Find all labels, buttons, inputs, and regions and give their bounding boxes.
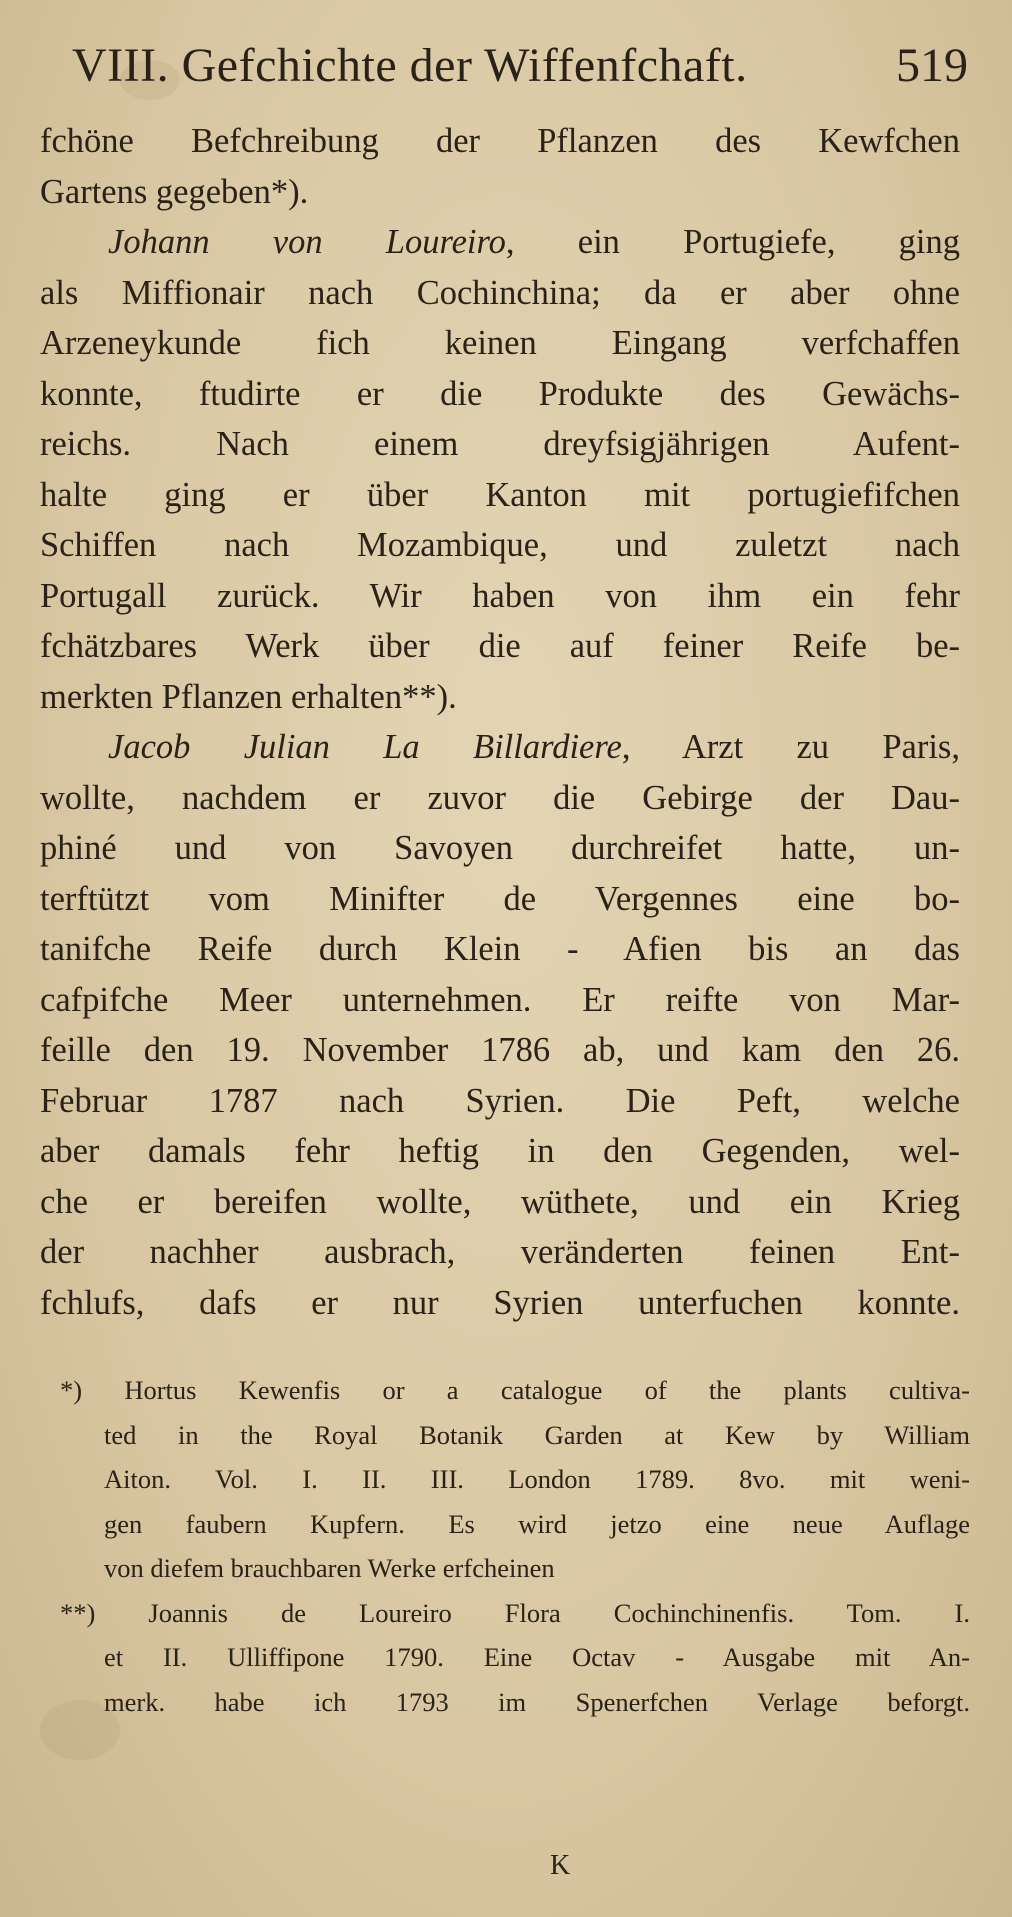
text-line: wollte, nachdem er zuvor die Gebirge der Dau- <box>40 778 960 817</box>
text-line: fchlufs, dafs er nur Syrien unterfuchen konnte. <box>40 1283 960 1322</box>
footnote-line: von diefem brauchbaren Werke erfcheinen <box>104 1553 555 1583</box>
text-line: fchöne Befchreibung der Pflanzen des Kewfchen <box>40 122 960 160</box>
text-line: terftützt vom Minifter de Vergennes eine bo- <box>40 879 960 918</box>
text-line: Arzeneykunde fich keinen Eingang verfchaffen <box>40 324 960 362</box>
text-line: feille den 19. November 1786 ab, und kam den 26. <box>40 1031 960 1069</box>
line-text: , ein Portugiefe, ging <box>505 223 960 261</box>
text-line: reichs. Nach einem dreyfsigjährigen Aufent- <box>40 425 960 463</box>
text-line <box>40 722 960 773</box>
text-line: Schiffen nach Mozambique, und zuletzt nach <box>40 526 960 564</box>
footnote-line: ted in the Royal Botanik Garden at Kew by William <box>104 1419 970 1450</box>
person-name: Jacob Julian La Billardiere <box>108 728 622 766</box>
text-line: merkten Pflanzen erhalten**). <box>40 677 457 716</box>
text-line <box>40 217 960 268</box>
text-line: aber damals fehr heftig in den Gegenden, wel- <box>40 1132 960 1170</box>
person-name: Johann von Loureiro <box>108 223 506 261</box>
footnote-line: **) Joannis de Loureiro Flora Cochinchinenfis. Tom. I. <box>60 1597 970 1628</box>
running-title: VIII. Gefchichte der Wiffenfchaft. <box>72 39 748 92</box>
page-number: 519 <box>896 39 968 92</box>
footnote-line: et II. Ulliffipone 1790. Eine Octav - Ausgabe mit An- <box>104 1642 970 1672</box>
text-line: der nachher ausbrach, veränderten feinen Ent- <box>40 1233 960 1271</box>
text-line: fchätzbares Werk über die auf feiner Reife be- <box>40 627 960 665</box>
text-line: Februar 1787 nach Syrien. Die Peft, welche <box>40 1081 960 1120</box>
footnotes <box>60 1368 970 1724</box>
footnote-line: gen faubern Kupfern. Es wird jetzo eine neue Auflage <box>104 1508 970 1539</box>
catchword: K <box>550 1850 571 1881</box>
footnote-line: merk. habe ich 1793 im Spenerfchen Verlage beforgt. <box>104 1686 970 1717</box>
footnote-line: *) Hortus Kewenfis or a catalogue of the plants cultiva- <box>60 1375 970 1405</box>
line-text: , Arzt zu Paris, <box>621 728 960 766</box>
text-line: cafpifche Meer unternehmen. Er reifte von Mar- <box>40 980 960 1019</box>
text-line: halte ging er über Kanton mit portugiefifchen <box>40 475 960 514</box>
text-line: konnte, ftudirte er die Produkte des Gewächs- <box>40 374 960 413</box>
text-line: phiné und von Savoyen durchreifet hatte, un- <box>40 829 960 867</box>
text-line: als Miffionair nach Cochinchina; da er aber ohne <box>40 273 960 312</box>
text-line: tanifche Reife durch Klein - Afien bis an das <box>40 930 960 968</box>
text-line: che er bereifen wollte, wüthete, und ein Krieg <box>40 1182 960 1221</box>
footnote-line: Aiton. Vol. I. II. III. London 1789. 8vo. mit weni- <box>104 1464 970 1494</box>
text-line: Portugall zurück. Wir haben von ihm ein fehr <box>40 576 960 615</box>
main-text <box>40 116 960 1328</box>
text-line: Gartens gegeben*). <box>40 172 309 211</box>
running-header <box>72 38 968 108</box>
